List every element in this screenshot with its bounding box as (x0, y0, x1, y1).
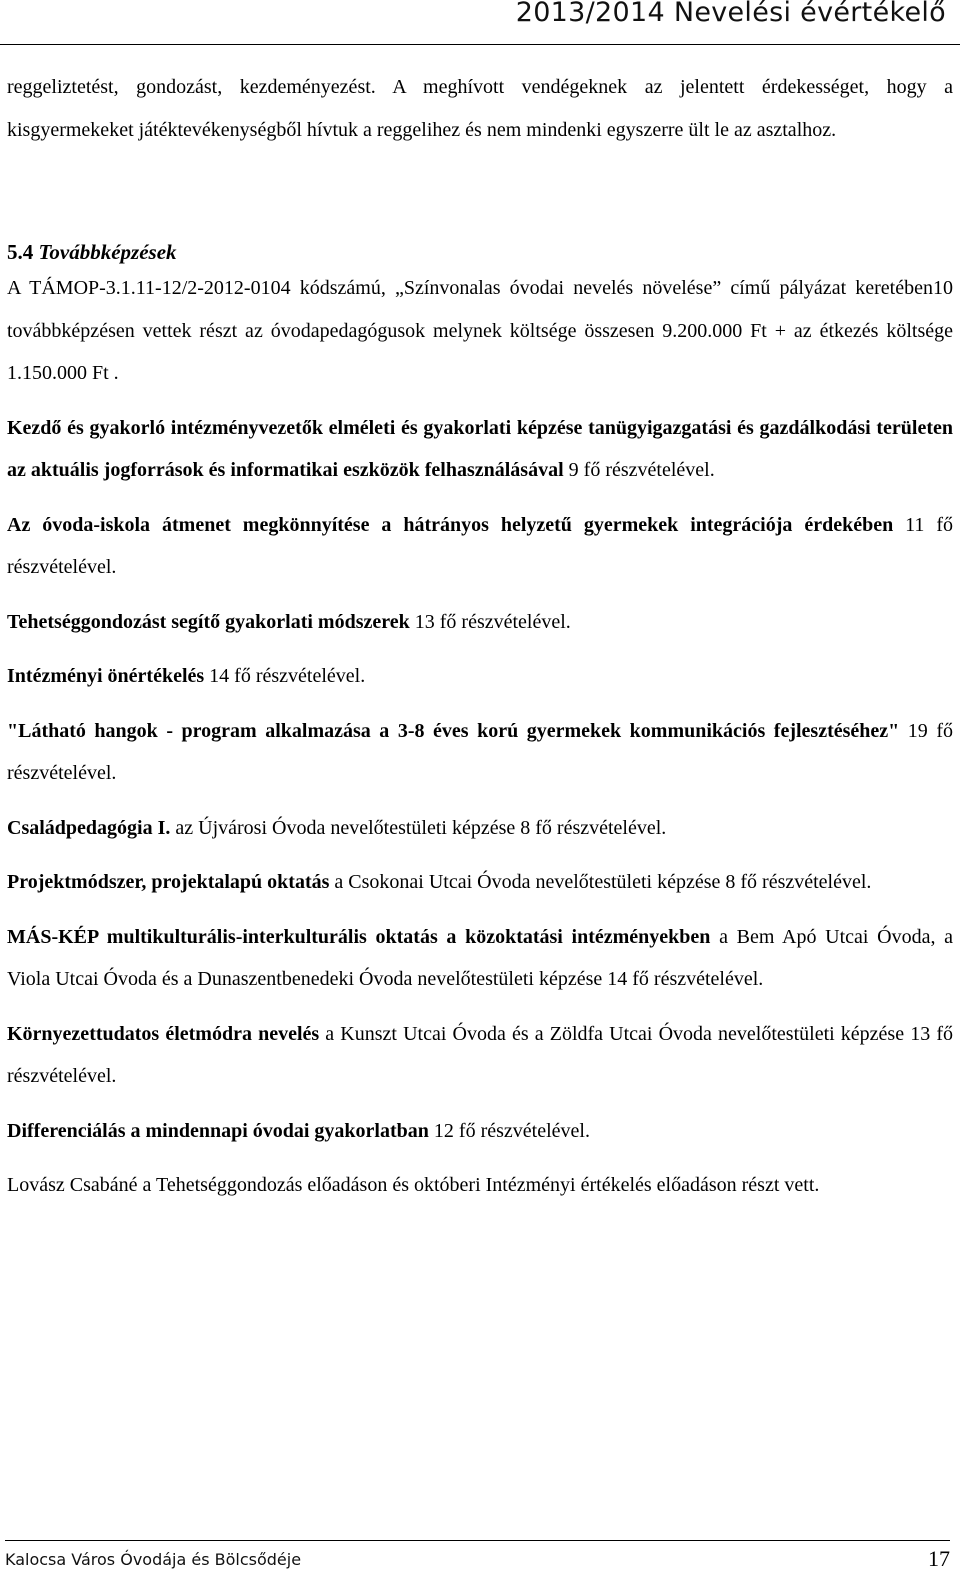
training-detail: 11 fő részvételével. (7, 513, 954, 578)
document-body (7, 66, 953, 1207)
training-item (7, 504, 953, 589)
training-detail: 9 fő részvételével. (563, 459, 715, 481)
training-detail: a Csokonai Utcai Óvoda nevelőtestületi képzése 8 fő részvételével. (329, 871, 872, 893)
training-item (7, 807, 953, 850)
page-footer (5, 1540, 950, 1585)
training-title: Kezdő és gyakorló intézményvezetők elméleti és gyakorlati képzése tanügyigazgatási és gazdálkodási területen az aktuális jogforrások és informatikai eszközök felhasználásával (7, 416, 953, 481)
training-title: Környezettudatos életmódra nevelés (7, 1022, 320, 1045)
training-item (7, 1013, 953, 1098)
training-item (7, 407, 953, 492)
training-title: Családpedagógia I. (7, 816, 171, 839)
section-heading (7, 237, 953, 267)
training-title: Projektmódszer, projektalapú oktatás (7, 871, 330, 893)
training-detail: 12 fő részvételével. (428, 1119, 590, 1142)
training-detail: 13 fő részvételével. (409, 610, 571, 633)
header-title: 2013/2014 Nevelési évértékelő (515, 0, 946, 28)
training-item (7, 861, 953, 904)
training-title: Differenciálás a mindennapi óvodai gyakorlatban (7, 1119, 429, 1142)
section-paragraph: A TÁMOP-3.1.11-12/2-2012-0104 kódszámú, „Színvonalas óvodai nevelés növelése” című pályázat keretében10 továbbképzésen vettek részt az óvodapedagógusok melynek költsége összesen 9.200.000 Ft + az étkezés költsége 1.150.000 Ft . (7, 277, 953, 384)
section-number: 5.4 (7, 240, 34, 264)
training-item (7, 655, 953, 698)
training-item (7, 710, 953, 795)
training-title: Az óvoda-iskola átmenet megkönnyítése a hátrányos helyzetű gyermekek integrációja érdekében (7, 513, 894, 536)
footer-institution: Kalocsa Város Óvodája és Bölcsődéje (5, 1550, 302, 1569)
training-detail: 14 fő részvételével. (204, 665, 366, 687)
section-title: Továbbképzések (38, 240, 177, 264)
training-item (7, 916, 953, 1001)
training-item (7, 1110, 953, 1153)
intro-paragraph: reggeliztetést, gondozást, kezdeményezést. A meghívott vendégeknek az jelentett érdekességet, hogy a kisgyermekeket játéktevékenységből hívtuk a reggelihez és nem mindenki egyszerre ült le az asztalhoz. (7, 76, 953, 141)
training-title: MÁS-KÉP multikulturális-interkulturális oktatás a közoktatási intézményekben (7, 925, 711, 948)
training-detail: az Újvárosi Óvoda nevelőtestületi képzése 8 fő részvételével. (170, 816, 667, 839)
training-detail: a Kunszt Utcai Óvoda és a Zöldfa Utcai Óvoda nevelőtestületi képzése 13 fő részvételével. (7, 1022, 953, 1087)
training-title: Tehetséggondozást segítő gyakorlati módszerek (7, 610, 410, 633)
training-title: Intézményi önértékelés (7, 665, 205, 687)
page-number: 17 (928, 1546, 950, 1571)
training-item (7, 601, 953, 644)
training-title: "Látható hangok - program alkalmazása a 3-8 éves korú gyermekek kommunikációs fejlesztéséhez" (7, 719, 900, 742)
training-detail: a Bem Apó Utcai Óvoda, a Viola Utcai Óvoda és a Dunaszentbenedeki Óvoda nevelőtestületi képzése 14 fő részvételével. (7, 925, 954, 990)
closing-paragraph: Lovász Csabáné a Tehetséggondozás előadáson és októberi Intézményi értékelés előadáson részt vett. (7, 1174, 820, 1196)
page-header (0, 0, 960, 45)
training-detail: 19 fő részvételével. (7, 719, 954, 784)
